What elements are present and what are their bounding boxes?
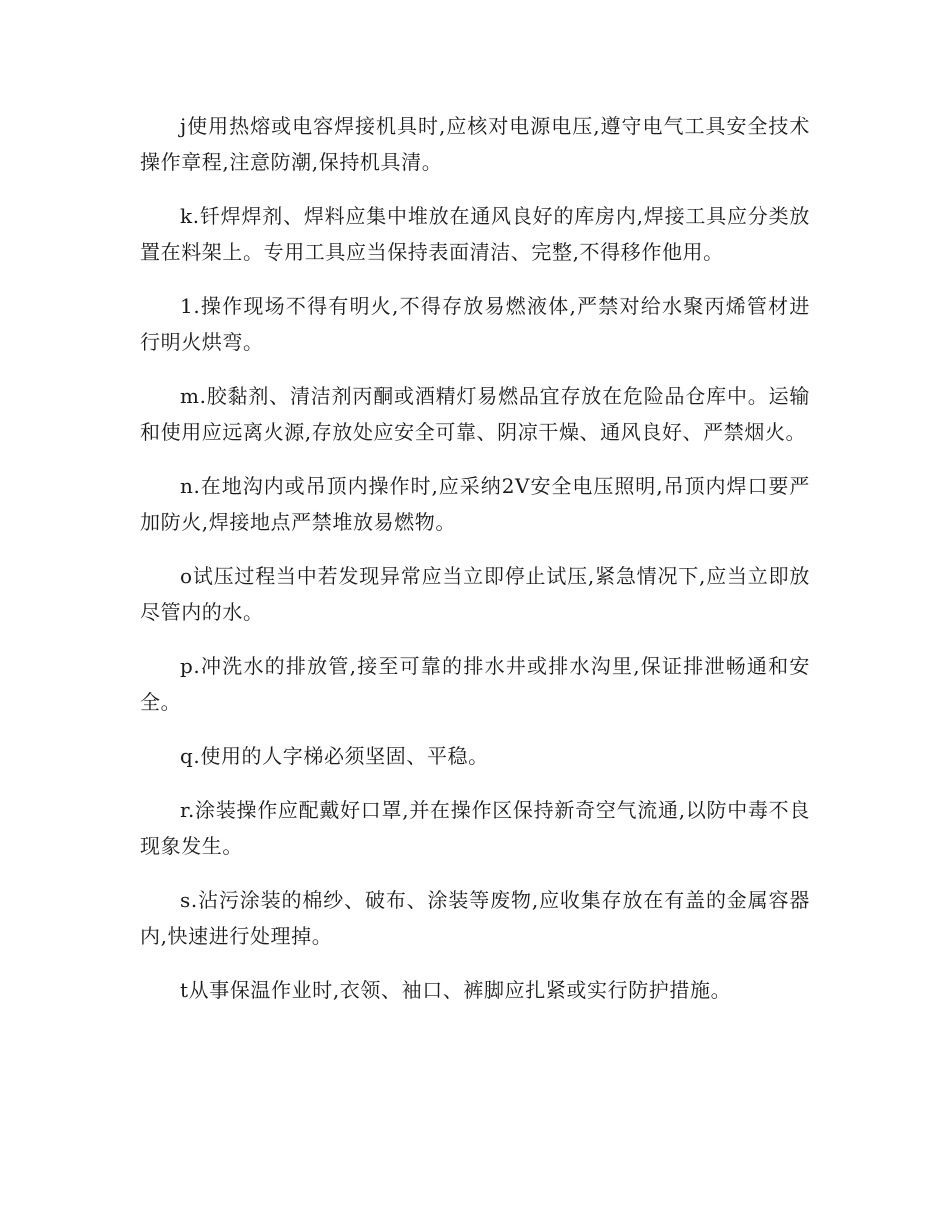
- paragraph-o: o试压过程当中若发现异常应当立即停止试压,紧急情况下,应当立即放尽管内的水。: [140, 564, 810, 624]
- paragraph-l: 1.操作现场不得有明火,不得存放易燃液体,严禁对给水聚丙烯管材进行明火烘弯。: [140, 294, 810, 354]
- paragraph-q: q.使用的人字梯必须坚固、平稳。: [180, 744, 489, 768]
- paragraph-j: j使用热熔或电容焊接机具时,应核对电源电压,遵守电气工具安全技术操作章程,注意防潮,保持机具清。: [140, 114, 810, 174]
- paragraph-r: r.涂装操作应配戴好口罩,并在操作区保持新奇空气流通,以防中毒不良现象发生。: [140, 798, 810, 858]
- paragraph-k: k.钎焊焊剂、焊料应集中堆放在通风良好的库房内,焊接工具应分类放置在料架上。专用工具应当保持表面清洁、完整,不得移作他用。: [140, 204, 810, 264]
- paragraph-n: n.在地沟内或吊顶内操作时,应采纳2V安全电压照明,吊顶内焊口要严加防火,焊接地点严禁堆放易燃物。: [140, 474, 810, 534]
- paragraph-t: t从事保温作业时,衣领、袖口、裤脚应扎紧或实行防护措施。: [180, 978, 732, 1002]
- paragraph-s: s.沾污涂装的棉纱、破布、涂装等废物,应收集存放在有盖的金属容器内,快速进行处理掉。: [140, 888, 810, 948]
- paragraph-m: m.胶黏剂、清洁剂丙酮或酒精灯易燃品宜存放在危险品仓库中。运输和使用应远离火源,存放处应安全可靠、阴凉干燥、通风良好、严禁烟火。: [140, 384, 810, 444]
- document-body: [140, 108, 810, 1026]
- paragraph-p: p.冲洗水的排放管,接至可靠的排水井或排水沟里,保证排泄畅通和安全。: [140, 654, 810, 714]
